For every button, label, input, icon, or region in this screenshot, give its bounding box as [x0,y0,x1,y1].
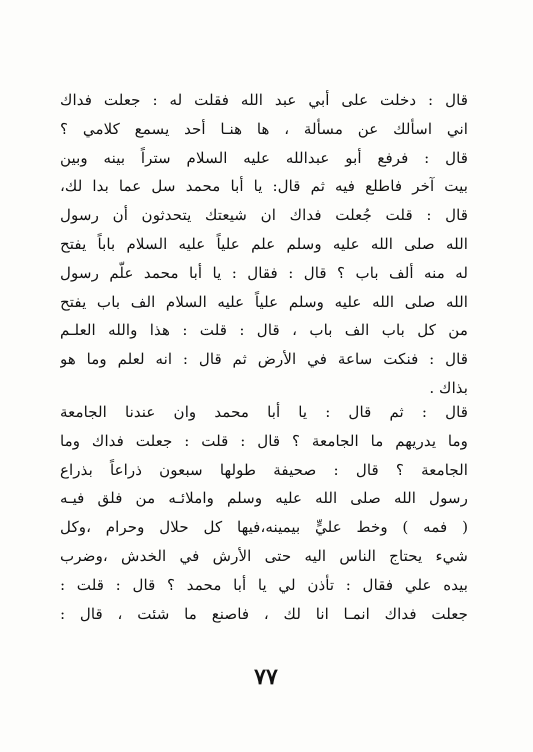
text-line: اني اسألك عن مسألة ، ها هنـا أحد يسمع كلامي ؟ [60,119,468,138]
text-line: من كل باب الف باب ، قال : قلت : هذا والله العلـم [60,321,468,340]
text-line: شيء يحتاج الناس اليه حتى الأرش في الخدش ،وضرب [60,546,468,565]
text-line: وما يدريهم ما الجامعة ؟ قال : قلت : جعلت فداك وما [60,431,468,450]
text-line: بذاك . [429,378,468,397]
text-line: قال : فرفع أبو عبدالله عليه السلام ستراً بينه وبين [60,148,468,167]
page-number: ٧٧ [254,664,278,690]
text-line: بيده علي فقال : تأذن لي يا أبا محمد ؟ قال : قلت : [60,575,468,594]
text-line: قال : دخلت على أبي عبد الله فقلت له : جعلت فداك [60,91,468,109]
text-line: قال : ثم قال : يا أبا محمد وان عندنا الجامعة [60,403,468,421]
paragraph-1 [60,86,468,403]
text-line: الله صلى الله عليه وسلم علم علياً عليه السلام باباً يفتح [60,234,468,253]
text-line: الجامعة ؟ قال : صحيفة طولها سبعون ذراعاً بذراع [60,460,468,479]
paragraph-2 [60,398,468,628]
text-line: بيت آخر فاطلع فيه ثم قال: يا أبا محمد سل عما بدا لك، [60,177,468,196]
text-line: جعلت فداك انمـا انا لك ، فاصنع ما شئت ، قال : [60,604,468,623]
text-line: قال : قلت جُعلت فداك ان شيعتك يتحدثون أن رسول [60,206,468,225]
text-line: رسول الله صلى الله عليه وسلم واملائـه من فلق فيـه [60,489,468,508]
text-line: الله صلى الله عليه وسلم علياً عليه السلام الف باب يفتح [60,292,468,311]
text-line: قال : فنكت ساعة في الأرض ثم قال : انه لعلم وما هو [60,350,468,369]
text-line: ( فمه ) وخط عليٍّ بيمينه،فيها كل حلال وحرام ،وكل [60,518,468,537]
text-line: له منه ألف باب ؟ قال : فقال : يا أبا محمد علّم رسول [60,263,468,282]
